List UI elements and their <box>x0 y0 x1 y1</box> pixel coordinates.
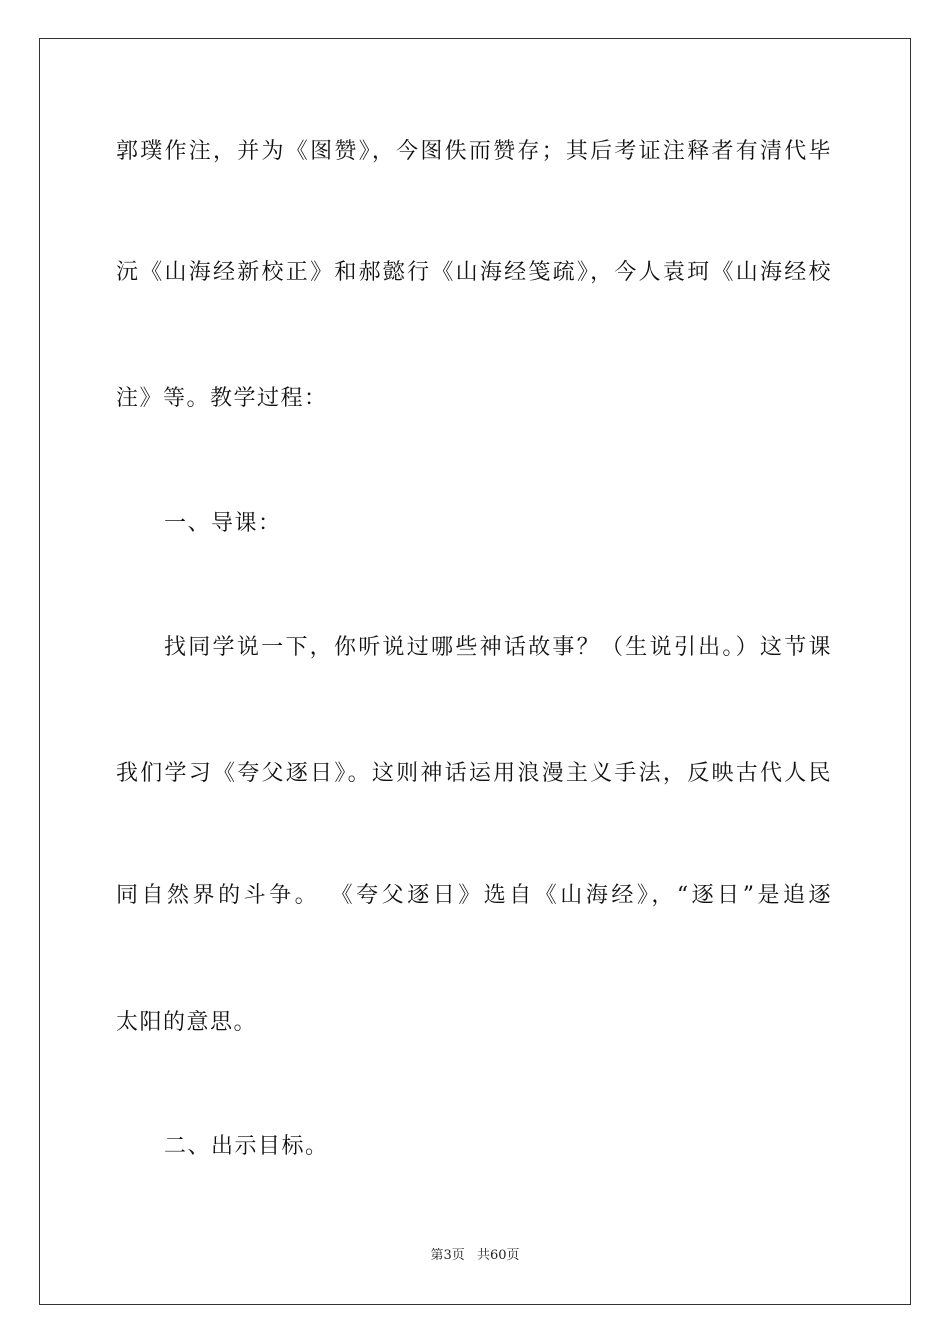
page-total: 共60页 <box>476 1248 520 1263</box>
body-text-line: 郭璞作注，并为《图赞》，今图佚而赞存；其后考证注释者有清代毕 <box>116 139 832 164</box>
section-heading: 二、出示目标。 <box>164 1134 329 1159</box>
body-text-line: 沅《山海经新校正》和郝懿行《山海经笺疏》，今人袁珂《山海经校 <box>116 260 832 285</box>
body-text-line: 太阳的意思。 <box>116 1010 258 1035</box>
body-text-line: 同自然界的斗争。 《夸父逐日》选自《山海经》，“逐日”是追逐 <box>116 883 832 908</box>
body-text-line: 注》等。教学过程： <box>116 386 328 411</box>
page-footer <box>0 1247 950 1265</box>
page-border <box>39 38 911 1305</box>
body-text-line: 找同学说一下，你听说过哪些神话故事？（生说引出。）这节课 <box>164 635 832 660</box>
page-number: 第3页 <box>430 1248 465 1263</box>
body-text-line: 我们学习《夸父逐日》。这则神话运用浪漫主义手法，反映古代人民 <box>116 761 832 786</box>
section-heading: 一、导课： <box>164 511 282 536</box>
